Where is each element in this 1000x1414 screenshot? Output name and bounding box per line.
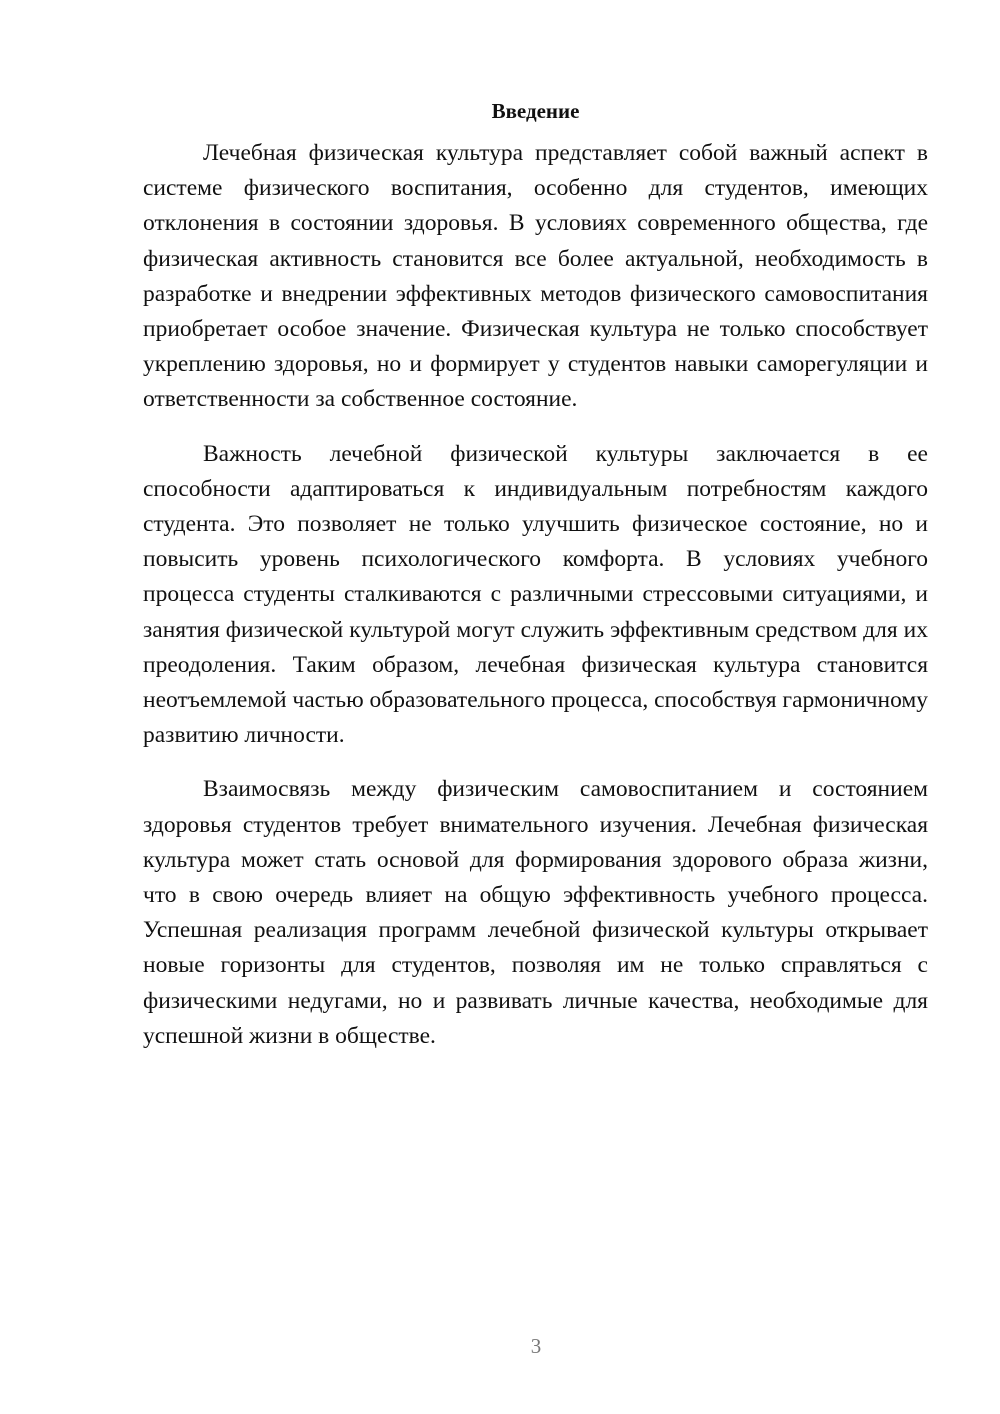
- page-number: 3: [530, 1334, 542, 1358]
- paragraph-3: Взаимосвязь между физическим самовоспитанием и состоянием здоровья студентов требует внимательного изучения. Лечебная физическая культура может стать основой для формирования здорового образа жизни, что в свою очередь влияет на общую эффективность учебного процесса. Успешная реализация программ лечебной физической культуры открывает новые горизонты для студентов, позволяя им не только справляться с физическими недугами, но и развивать личные качества, необходимые для успешной жизни в обществе.: [143, 776, 928, 1049]
- paragraph-1: Лечебная физическая культура представляет собой важный аспект в системе физического воспитания, особенно для студентов, имеющих отклонения в состоянии здоровья. В условиях современного общества, где физическая активность становится все более актуальной, необходимость в разработке и внедрении эффективных методов физического самовоспитания приобретает особое значение. Физическая культура не только способствует укреплению здоровья, но и формирует у студентов навыки саморегуляции и ответственности за собственное состояние.: [143, 140, 928, 413]
- page-content: [143, 96, 928, 1054]
- section-title: Введение: [491, 99, 580, 123]
- paragraph-2: Важность лечебной физической культуры заключается в ее способности адаптироваться к индивидуальным потребностям каждого студента. Это позволяет не только улучшить физическое состояние, но и повысить уровень психологического комфорта. В условиях учебного процесса студенты сталкиваются с различными стрессовыми ситуациями, и занятия физической культурой могут служить эффективным средством для их преодоления. Таким образом, лечебная физическая культура становится неотъемлемой частью образовательного процесса, способствуя гармоничному развитию личности.: [143, 440, 928, 749]
